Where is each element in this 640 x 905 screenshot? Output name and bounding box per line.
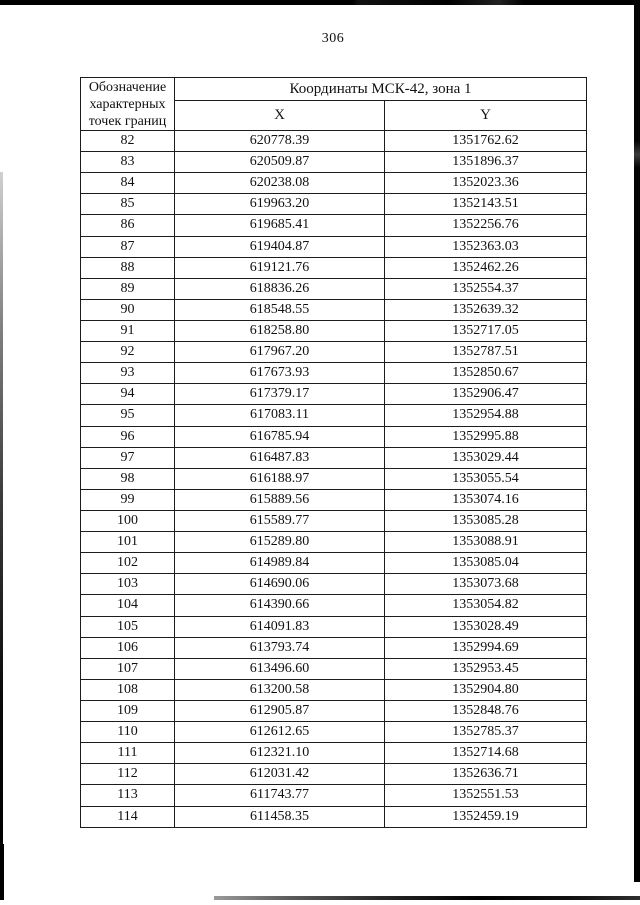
point-number-cell: 98 (81, 468, 175, 489)
x-coordinate-cell: 616785.94 (175, 426, 385, 447)
point-number-cell: 104 (81, 595, 175, 616)
x-coordinate-cell: 614690.06 (175, 574, 385, 595)
x-coordinate-cell: 614390.66 (175, 595, 385, 616)
table-row (81, 173, 587, 194)
y-coordinate-cell: 1353073.68 (385, 574, 587, 595)
y-coordinate-cell: 1353085.28 (385, 510, 587, 531)
y-coordinate-cell: 1352023.36 (385, 173, 587, 194)
point-number-cell: 103 (81, 574, 175, 595)
x-coordinate-cell: 612612.65 (175, 722, 385, 743)
point-number-cell: 88 (81, 257, 175, 278)
table-row (81, 616, 587, 637)
x-coordinate-cell: 618258.80 (175, 320, 385, 341)
point-number-cell: 86 (81, 215, 175, 236)
page-number: 306 (321, 31, 345, 46)
point-number-cell: 110 (81, 722, 175, 743)
table-row (81, 342, 587, 363)
y-coordinate-cell: 1353054.82 (385, 595, 587, 616)
point-number-cell: 107 (81, 658, 175, 679)
x-coordinate-cell: 619685.41 (175, 215, 385, 236)
point-number-cell: 112 (81, 764, 175, 785)
table-row (81, 299, 587, 320)
y-coordinate-cell: 1352462.26 (385, 257, 587, 278)
y-coordinate-cell: 1353055.54 (385, 468, 587, 489)
column-header-designation: Обозначение характерных точек границ (81, 78, 175, 131)
x-coordinate-cell: 614989.84 (175, 553, 385, 574)
table-row (81, 447, 587, 468)
y-coordinate-cell: 1352850.67 (385, 363, 587, 384)
y-coordinate-cell: 1352954.88 (385, 405, 587, 426)
x-coordinate-cell: 616487.83 (175, 447, 385, 468)
x-coordinate-cell: 620238.08 (175, 173, 385, 194)
point-number-cell: 96 (81, 426, 175, 447)
point-number-cell: 106 (81, 637, 175, 658)
point-number-cell: 113 (81, 785, 175, 806)
table-row (81, 532, 587, 553)
table-row (81, 722, 587, 743)
x-coordinate-cell: 612031.42 (175, 764, 385, 785)
table-row (81, 426, 587, 447)
table-row (81, 194, 587, 215)
point-number-cell: 102 (81, 553, 175, 574)
y-coordinate-cell: 1352714.68 (385, 743, 587, 764)
point-number-cell: 99 (81, 489, 175, 510)
x-coordinate-cell: 619963.20 (175, 194, 385, 215)
y-coordinate-cell: 1351896.37 (385, 152, 587, 173)
table-row (81, 806, 587, 827)
column-header-coordinates-system: Координаты МСК-42, зона 1 (175, 78, 587, 101)
point-number-cell: 90 (81, 299, 175, 320)
point-number-cell: 83 (81, 152, 175, 173)
table-row (81, 363, 587, 384)
y-coordinate-cell: 1352256.76 (385, 215, 587, 236)
y-coordinate-cell: 1352906.47 (385, 384, 587, 405)
column-header-y: Y (385, 101, 587, 131)
coordinates-table (80, 77, 587, 828)
point-number-cell: 114 (81, 806, 175, 827)
y-coordinate-cell: 1352459.19 (385, 806, 587, 827)
x-coordinate-cell: 618548.55 (175, 299, 385, 320)
table-row (81, 278, 587, 299)
table-row (81, 743, 587, 764)
table-row (81, 320, 587, 341)
x-coordinate-cell: 617379.17 (175, 384, 385, 405)
column-header-x: X (175, 101, 385, 131)
y-coordinate-cell: 1353088.91 (385, 532, 587, 553)
y-coordinate-cell: 1352639.32 (385, 299, 587, 320)
x-coordinate-cell: 619404.87 (175, 236, 385, 257)
table-row (81, 679, 587, 700)
y-coordinate-cell: 1352363.03 (385, 236, 587, 257)
x-coordinate-cell: 616188.97 (175, 468, 385, 489)
table-body (81, 131, 587, 828)
table-row (81, 468, 587, 489)
point-number-cell: 91 (81, 320, 175, 341)
x-coordinate-cell: 619121.76 (175, 257, 385, 278)
x-coordinate-cell: 615589.77 (175, 510, 385, 531)
table-row (81, 489, 587, 510)
table-row (81, 764, 587, 785)
point-number-cell: 94 (81, 384, 175, 405)
x-coordinate-cell: 617673.93 (175, 363, 385, 384)
point-number-cell: 95 (81, 405, 175, 426)
scan-artifact-right-bar (634, 0, 640, 882)
y-coordinate-cell: 1352953.45 (385, 658, 587, 679)
x-coordinate-cell: 611458.35 (175, 806, 385, 827)
y-coordinate-cell: 1352995.88 (385, 426, 587, 447)
y-coordinate-cell: 1352551.53 (385, 785, 587, 806)
coordinates-table-header (81, 78, 587, 131)
scan-artifact-bottom-streak (214, 896, 640, 900)
x-coordinate-cell: 615289.80 (175, 532, 385, 553)
x-coordinate-cell: 613200.58 (175, 679, 385, 700)
y-coordinate-cell: 1352785.37 (385, 722, 587, 743)
point-number-cell: 109 (81, 700, 175, 721)
point-number-cell: 97 (81, 447, 175, 468)
table-row (81, 384, 587, 405)
x-coordinate-cell: 612321.10 (175, 743, 385, 764)
table-row (81, 700, 587, 721)
table-row (81, 257, 587, 278)
table-row (81, 658, 587, 679)
y-coordinate-cell: 1353029.44 (385, 447, 587, 468)
table-row (81, 215, 587, 236)
x-coordinate-cell: 613793.74 (175, 637, 385, 658)
table-row (81, 574, 587, 595)
x-coordinate-cell: 618836.26 (175, 278, 385, 299)
scan-artifact-top-bar (0, 0, 640, 5)
point-number-cell: 93 (81, 363, 175, 384)
x-coordinate-cell: 620778.39 (175, 131, 385, 152)
y-coordinate-cell: 1352994.69 (385, 637, 587, 658)
point-number-cell: 84 (81, 173, 175, 194)
y-coordinate-cell: 1352143.51 (385, 194, 587, 215)
y-coordinate-cell: 1352717.05 (385, 320, 587, 341)
table-row (81, 637, 587, 658)
x-coordinate-cell: 611743.77 (175, 785, 385, 806)
point-number-cell: 101 (81, 532, 175, 553)
y-coordinate-cell: 1351762.62 (385, 131, 587, 152)
y-coordinate-cell: 1353085.04 (385, 553, 587, 574)
point-number-cell: 85 (81, 194, 175, 215)
point-number-cell: 92 (81, 342, 175, 363)
x-coordinate-cell: 613496.60 (175, 658, 385, 679)
y-coordinate-cell: 1352636.71 (385, 764, 587, 785)
y-coordinate-cell: 1353074.16 (385, 489, 587, 510)
x-coordinate-cell: 617083.11 (175, 405, 385, 426)
scan-artifact-left-line (0, 172, 3, 844)
y-coordinate-cell: 1352848.76 (385, 700, 587, 721)
y-coordinate-cell: 1353028.49 (385, 616, 587, 637)
table-row (81, 785, 587, 806)
point-number-cell: 89 (81, 278, 175, 299)
point-number-cell: 82 (81, 131, 175, 152)
point-number-cell: 111 (81, 743, 175, 764)
x-coordinate-cell: 614091.83 (175, 616, 385, 637)
y-coordinate-cell: 1352554.37 (385, 278, 587, 299)
x-coordinate-cell: 615889.56 (175, 489, 385, 510)
table-row (81, 595, 587, 616)
point-number-cell: 108 (81, 679, 175, 700)
y-coordinate-cell: 1352904.80 (385, 679, 587, 700)
table-row (81, 131, 587, 152)
table-row (81, 510, 587, 531)
point-number-cell: 87 (81, 236, 175, 257)
x-coordinate-cell: 617967.20 (175, 342, 385, 363)
point-number-cell: 100 (81, 510, 175, 531)
table-row (81, 405, 587, 426)
table-row (81, 553, 587, 574)
table-row (81, 152, 587, 173)
y-coordinate-cell: 1352787.51 (385, 342, 587, 363)
x-coordinate-cell: 612905.87 (175, 700, 385, 721)
table-row (81, 236, 587, 257)
x-coordinate-cell: 620509.87 (175, 152, 385, 173)
scan-artifact-left-bottom-mark (0, 844, 4, 900)
point-number-cell: 105 (81, 616, 175, 637)
